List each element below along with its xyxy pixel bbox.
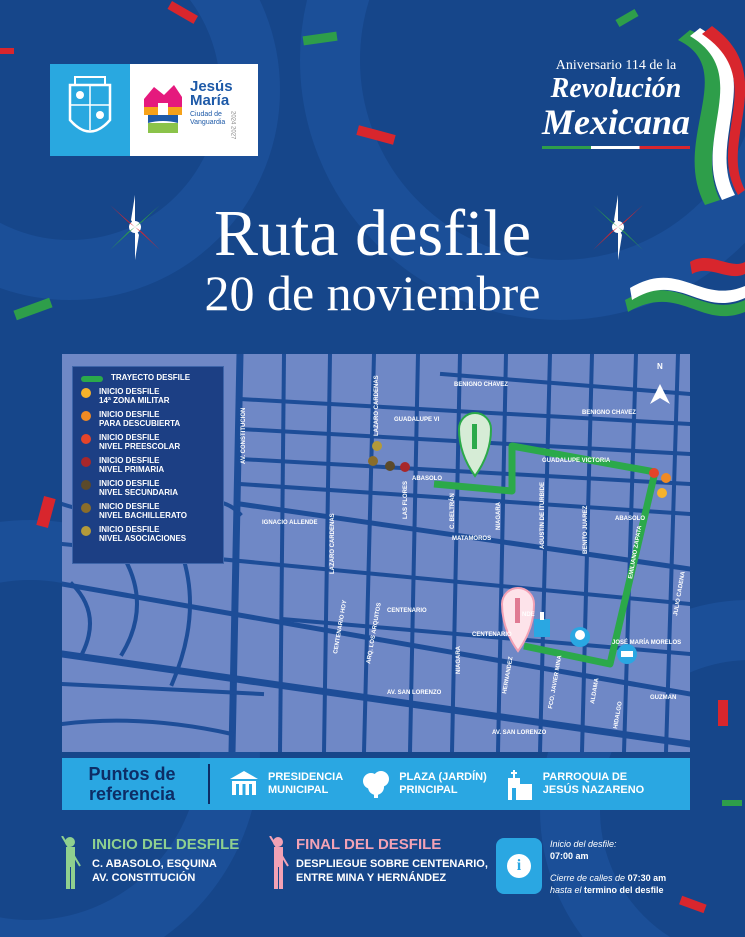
street-label: NDE: [522, 612, 535, 618]
church-icon: [505, 768, 535, 800]
building-map-icon: [617, 644, 637, 664]
info-icon: i: [496, 838, 542, 894]
legend-swatch: [81, 411, 91, 421]
jesus-maria-emblem: [140, 79, 186, 141]
reference-label: PLAZA (JARDÍN) PRINCIPAL: [399, 771, 487, 796]
legend-item: [81, 456, 215, 474]
jesus-maria-tagline: Ciudad de Vanguardia: [190, 111, 226, 127]
legend-item: [81, 502, 215, 520]
start-pin-icon: [459, 413, 491, 476]
closure-end: termino del desfile: [584, 885, 664, 895]
legend-item: [81, 479, 215, 497]
reference-label: PRESIDENCIA MUNICIPAL: [268, 771, 344, 796]
reference-label: PARROQUIA DE JESÚS NAZARENO: [542, 771, 645, 796]
soldier-start-icon: [58, 836, 86, 892]
anniversary-heading: [542, 58, 690, 149]
street-label: AGUSTIN DE ITURBIDE: [540, 481, 546, 549]
street-label: CENTENARIO HOY: [333, 599, 349, 655]
street-label: JOSÉ MARÍA MORELOS: [612, 640, 682, 646]
street-label: CENTENARIO: [387, 608, 427, 614]
legend-swatch: [81, 526, 91, 536]
legend-label: INICIO DESFILE NIVEL SECUNDARIA: [99, 479, 178, 497]
legend-swatch: [81, 457, 91, 467]
church-map-icon: [534, 612, 550, 637]
end-info: [266, 836, 488, 885]
legend-item: [81, 525, 215, 543]
anniversary-bottom: Mexicana: [542, 102, 690, 142]
street-label: AV. SAN LORENZO: [387, 690, 442, 696]
street-label: ABASOLO: [412, 476, 442, 482]
closure-time: 07:30 am: [627, 873, 667, 883]
street-label: IGNACIO ALLENDE: [262, 520, 318, 526]
anniversary-top: Aniversario 114 de la: [555, 58, 677, 73]
start-dot-primaria: [400, 462, 410, 472]
street-label: MATAMOROS: [452, 536, 492, 542]
street-label: HIDALGO: [613, 701, 624, 730]
street-label: NIAGARA: [456, 646, 462, 674]
start-dot-asociaciones: [372, 441, 382, 451]
reference-item-plaza: [361, 769, 487, 799]
street-label: EMILIANO ZAPATA: [628, 525, 644, 580]
street-label: FCO. JAVIER MINA: [548, 654, 564, 710]
flag-stripe: [542, 146, 690, 149]
start-dot-preescolar: [649, 468, 659, 478]
start-dot-zona-militar: [657, 488, 667, 498]
schedule-info: [550, 838, 666, 896]
street-label: BENITO JUAREZ: [583, 505, 589, 554]
start-dot-secundaria: [385, 461, 395, 471]
legend-label: INICIO DESFILE NIVEL PRIMARIA: [99, 456, 165, 474]
street-label: ARQ. LOS ARQUITOS: [366, 602, 383, 665]
street-label: JULIO CADENA: [673, 570, 687, 617]
street-label: C. BELTRÁN: [450, 493, 456, 529]
street-label: HERNANDEZ: [502, 656, 515, 695]
street-label: GUZMAN: [650, 695, 677, 701]
street-label: LAZARO CARDENAS: [374, 375, 380, 436]
legend-label: INICIO DESFILE PARA DESCUBIERTA: [99, 410, 181, 428]
jesus-maria-logo: [130, 64, 258, 156]
start-dot-bachillerato: [368, 456, 378, 466]
street-label: LAS FLORES: [403, 480, 409, 519]
logos-panel: [50, 64, 258, 156]
street-label: AV. CONSTITUCION: [241, 407, 247, 464]
start-heading: INICIO DEL DESFILE: [92, 836, 240, 853]
start-dot-descubierta: [661, 473, 671, 483]
legend-swatch: [81, 376, 103, 382]
legend-label: INICIO DESFILE NIVEL BACHILLERATO: [99, 502, 188, 520]
street-label: NIAGARA: [496, 502, 502, 530]
legend-item: [81, 410, 215, 428]
legend-swatch: [81, 503, 91, 513]
legend-label: INICIO DESFILE NIVEL ASOCIACIONES: [99, 525, 187, 543]
coat-of-arms-logo: [50, 64, 130, 156]
legend-label: INICIO DESFILE NIVEL PREESCOLAR: [99, 433, 181, 451]
closure-prefix: Cierre de calles de: [550, 873, 626, 883]
street-label: BENIGNO CHAVEZ: [582, 410, 636, 416]
start-time: 07:00 am: [550, 851, 589, 861]
building-icon: [228, 769, 260, 799]
jesus-maria-wordmark: Jesús María: [190, 78, 233, 110]
legend-item: [81, 387, 215, 405]
closure-mid: hasta el: [550, 885, 582, 895]
legend-item: [81, 433, 215, 451]
legend-swatch: [81, 434, 91, 444]
map-legend: [72, 366, 224, 564]
street-label: CENTENARIO: [472, 632, 512, 638]
street-label: ABASOLO: [615, 516, 645, 522]
legend-item: [81, 373, 215, 382]
start-time-label: Inicio del desfile:: [550, 839, 617, 849]
anniversary-middle: Revolución: [550, 73, 682, 104]
street-label: GUADALUPE VI: [394, 417, 440, 423]
north-label: N: [657, 362, 663, 371]
reference-points-bar: [62, 758, 690, 810]
tree-icon: [361, 769, 391, 799]
reference-item-parroquia: [505, 768, 644, 800]
tree-map-icon: [570, 627, 590, 647]
legend-swatch: [81, 388, 91, 398]
street-label: GUADALUPE VICTORIA: [542, 458, 611, 464]
street-label: BENIGNO CHAVEZ: [454, 382, 508, 388]
page-subtitle: 20 de noviembre: [204, 265, 541, 321]
soldier-end-icon: [266, 836, 294, 892]
reference-item-presidencia: [228, 769, 343, 799]
reference-title: Puntos de referencia: [62, 764, 210, 804]
legend-label: INICIO DESFILE 14ª ZONA MILITAR: [99, 387, 170, 405]
end-heading: FINAL DEL DESFILE: [296, 836, 442, 853]
jesus-maria-years: 2024 2027: [229, 111, 236, 140]
start-location: C. ABASOLO, ESQUINA AV. CONSTITUCIÓN: [92, 858, 217, 884]
page-title: Ruta desfile: [213, 197, 532, 270]
start-info: [58, 836, 239, 885]
end-location: DESPLIEGUE SOBRE CENTENARIO, ENTRE MINA Y HERNÁNDEZ: [296, 858, 488, 884]
legend-swatch: [81, 480, 91, 490]
street-label: ALDAMA: [590, 677, 601, 705]
street-label: LAZARO CARDENAS: [330, 513, 336, 574]
legend-label: TRAYECTO DESFILE: [111, 373, 191, 382]
street-label: AV. SAN LORENZO: [492, 730, 547, 736]
